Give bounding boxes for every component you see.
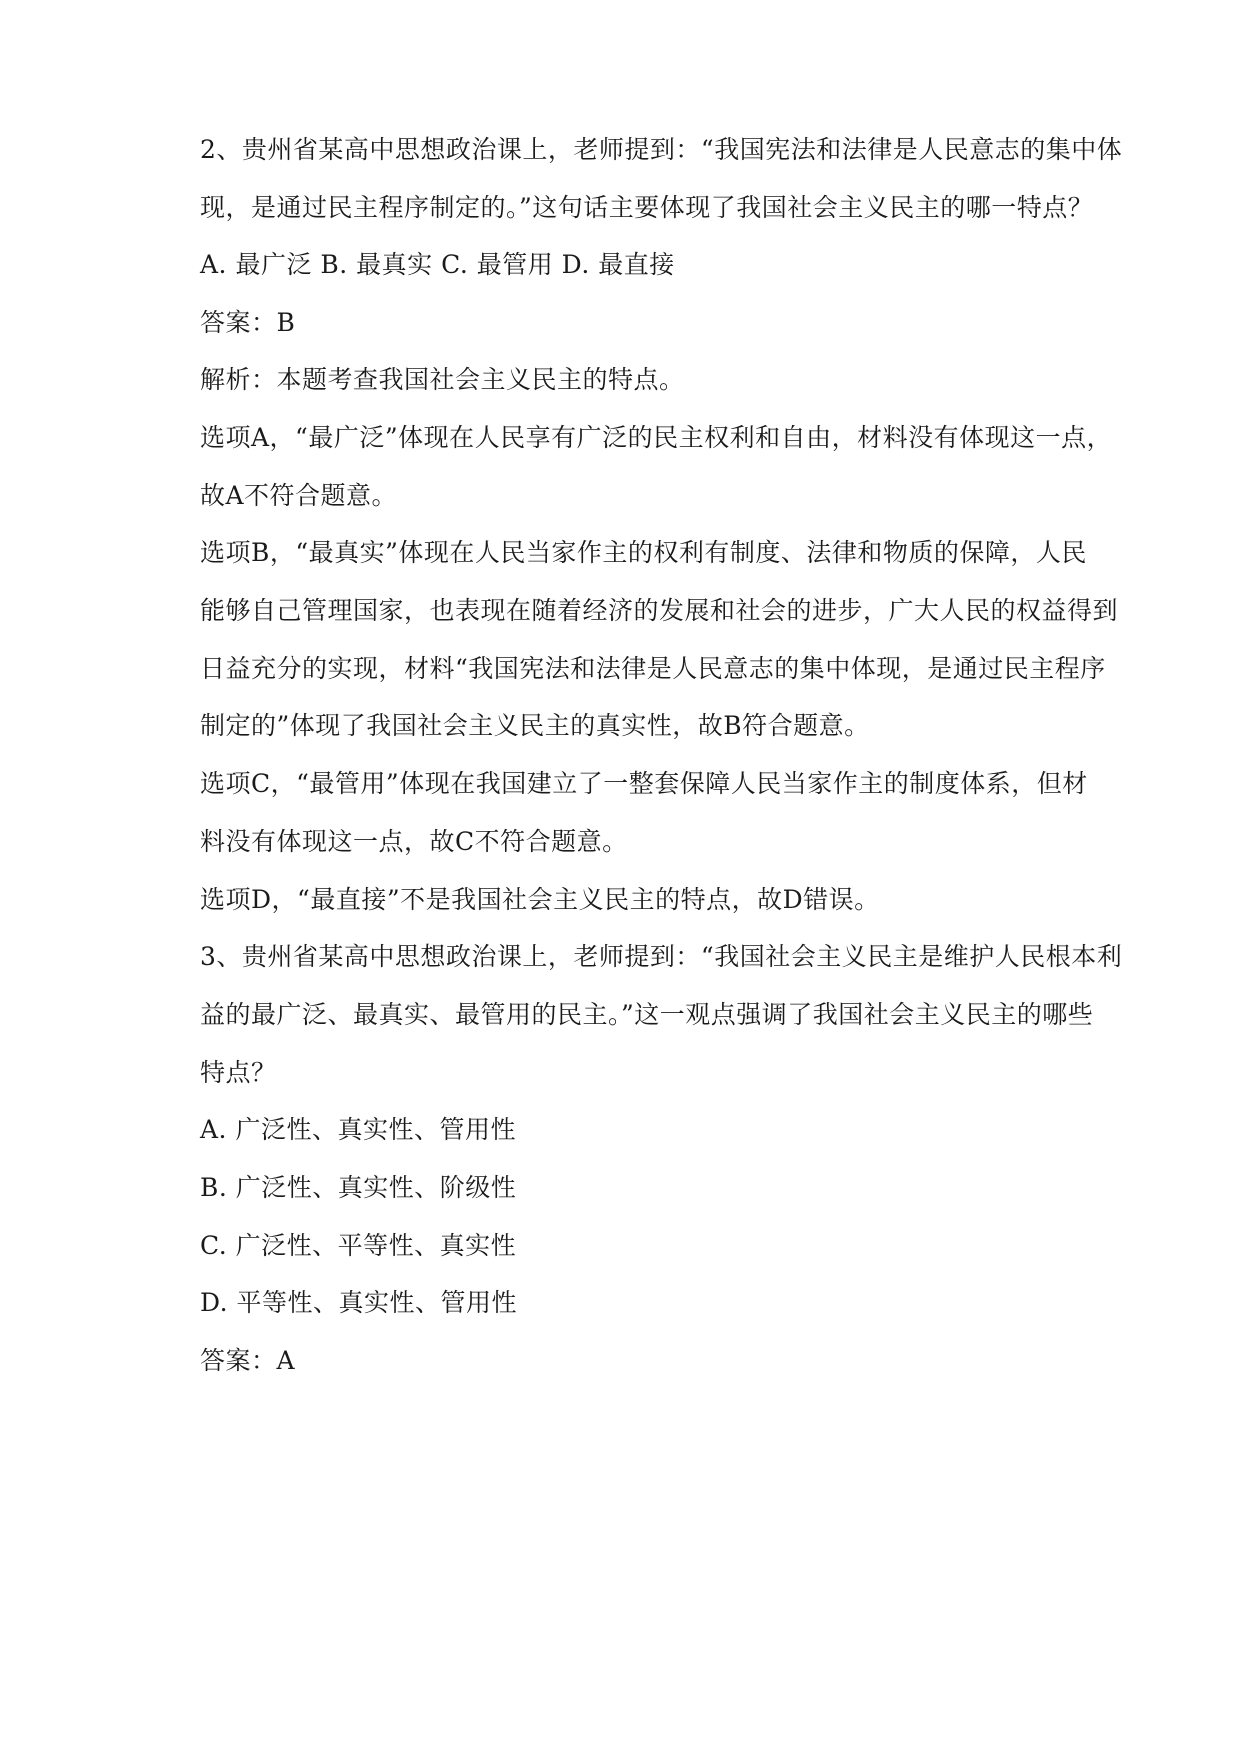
question-3-option-a: A. 广泛性、真实性、管用性: [200, 1115, 516, 1144]
option-a-analysis-line-2: 故A不符合题意。: [200, 481, 398, 510]
question-3-option-c: C. 广泛性、平等性、真实性: [200, 1231, 517, 1260]
option-c-analysis-line-1: 选项C，“最管用”体现在我国建立了一整套保障人民当家作主的制度体系，但材: [200, 769, 1088, 798]
question-3-answer: 答案：A: [200, 1346, 296, 1375]
option-d-analysis: 选项D，“最直接”不是我国社会主义民主的特点，故D错误。: [200, 885, 880, 914]
option-b-analysis-line-4: 制定的”体现了我国社会主义民主的真实性，故B符合题意。: [200, 711, 870, 740]
question-3-option-d: D. 平等性、真实性、管用性: [200, 1288, 518, 1317]
question-2-analysis-intro: 解析：本题考查我国社会主义民主的特点。: [200, 365, 685, 394]
option-b-analysis-line-1: 选项B，“最真实”体现在人民当家作主的权利有制度、法律和物质的保障，人民: [200, 538, 1087, 567]
question-3-option-b: B. 广泛性、真实性、阶级性: [200, 1173, 517, 1202]
option-a-analysis-line-1: 选项A，“最广泛”体现在人民享有广泛的民主权利和自由，材料没有体现这一点，: [200, 423, 1113, 452]
option-b-analysis-line-3: 日益充分的实现，材料“我国宪法和法律是人民意志的集中体现，是通过民主程序: [200, 654, 1106, 683]
question-3-stem-line-3: 特点？: [200, 1058, 277, 1087]
question-2-options: A. 最广泛 B. 最真实 C. 最管用 D. 最直接: [200, 250, 675, 279]
question-2-stem-line-2: 现，是通过民主程序制定的。”这句话主要体现了我国社会主义民主的哪一特点？: [200, 193, 1094, 222]
question-2-stem-line-1: 2、贵州省某高中思想政治课上，老师提到：“我国宪法和法律是人民意志的集中体: [200, 135, 1123, 164]
question-3-stem-line-1: 3、贵州省某高中思想政治课上，老师提到：“我国社会主义民主是维护人民根本利: [200, 942, 1123, 971]
option-c-analysis-line-2: 料没有体现这一点，故C不符合题意。: [200, 827, 628, 856]
option-b-analysis-line-2: 能够自己管理国家，也表现在随着经济的发展和社会的进步，广大人民的权益得到: [200, 596, 1119, 625]
question-3-stem-line-2: 益的最广泛、最真实、最管用的民主。”这一观点强调了我国社会主义民主的哪些: [200, 1000, 1094, 1029]
question-2-answer: 答案：B: [200, 308, 296, 337]
